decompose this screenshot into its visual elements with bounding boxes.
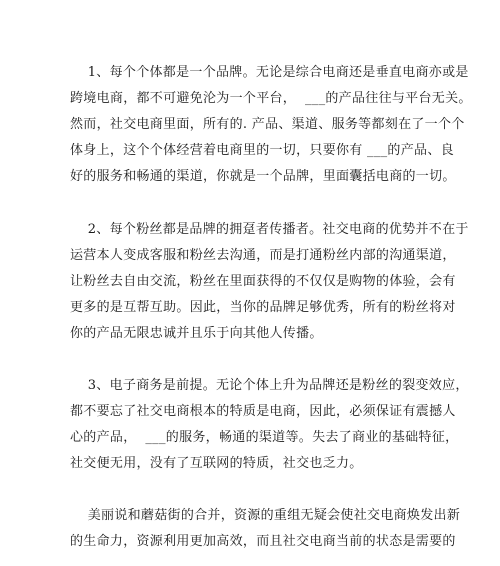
paragraph-1 — [70, 60, 472, 190]
paragraph-line: 体身上，这个个体经营着电商里的一切，只要你有 ___的产品、良 — [70, 143, 454, 158]
paragraph-line: 运营本人变成客服和粉丝去沟通，而是打通粉丝内部的沟通渠道， — [70, 248, 456, 263]
paragraph-line: 2、每个粉丝都是品牌的拥趸者传播者。社交电商的优势并不在于 — [70, 222, 469, 237]
paragraph-line: 心的产品， ___的服务，畅通的渠道等。失去了商业的基础特征， — [70, 430, 459, 445]
paragraph-line: 的生命力，资源利用更加高效，而且社交电商当前的状态是需要的 — [70, 534, 456, 549]
paragraph-line: 然而，社交电商里面，所有的. 产品、渠道、服务等都刻在了一个个 — [70, 117, 465, 132]
paragraph-line: 更多的是互帮互助。因此，当你的品牌足够优秀，所有的粉丝将对 — [70, 300, 456, 315]
paragraph-line: 3、电子商务是前提。无论个体上升为品牌还是粉丝的裂变效应， — [70, 378, 469, 393]
paragraph-2 — [70, 217, 469, 347]
paragraph-line: 好的服务和畅通的渠道，你就是一个品牌，里面囊括电商的一切。 — [70, 169, 456, 184]
paragraph-line: 美丽说和蘑菇街的合并，资源的重组无疑会使社交电商焕发出新 — [70, 508, 461, 523]
paragraph-line: 你的产品无限忠诚并且乐于向其他人传播。 — [70, 326, 323, 341]
paragraph-4 — [70, 503, 461, 555]
paragraph-line: 社交便无用，没有了互联网的特质，社交也乏力。 — [70, 456, 363, 471]
paragraph-line: 跨境电商，都不可避免沦为一个平台， ___的产品往往与平台无关。 — [70, 91, 472, 106]
paragraph-3 — [70, 373, 469, 477]
paragraph-line: 让粉丝去自由交流，粉丝在里面获得的不仅仅是购物的体验，会有 — [70, 274, 456, 289]
paragraph-line: 都不要忘了社交电商根本的特质是电商，因此，必须保证有震撼人 — [70, 404, 456, 419]
paragraph-line: 1、每个个体都是一个品牌。无论是综合电商还是垂直电商亦或是 — [70, 65, 469, 80]
